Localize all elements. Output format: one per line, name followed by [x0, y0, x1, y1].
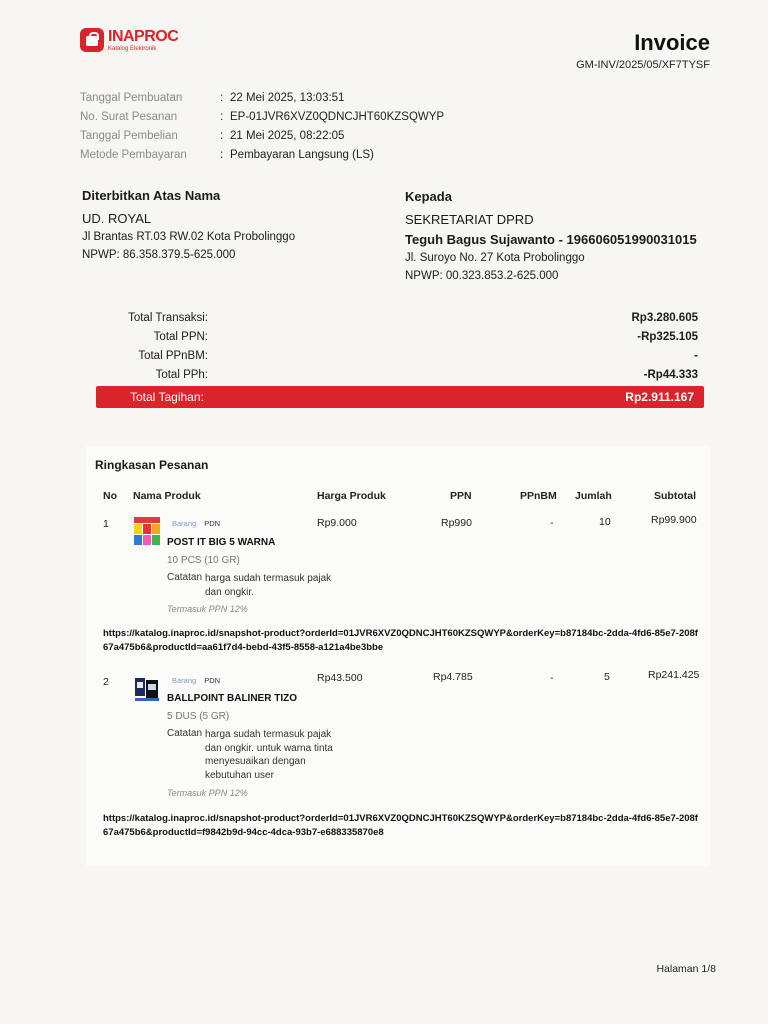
recipient-npwp: NPWP: 00.323.853.2-625.000 — [405, 270, 559, 283]
total-ppnbm-row: Total PPnBM: - — [96, 346, 704, 365]
issuer-address: Jl Brantas RT.03 RW.02 Kota Probolinggo — [82, 231, 296, 244]
item-ppn-note: Termasuk PPN 12% — [167, 788, 248, 798]
total-transaksi-row: Total Transaksi: Rp3.280.605 — [96, 308, 704, 327]
item-no: 1 — [103, 518, 109, 530]
item-name: POST IT BIG 5 WARNA — [167, 537, 276, 548]
item-badge: Barang PDN — [172, 519, 221, 528]
col-ppnbm: PPnBM — [520, 490, 557, 502]
issuer-npwp: NPWP: 86.358.379.5-625.000 — [82, 249, 236, 262]
item-harga: Rp43.500 — [317, 672, 363, 684]
item-ppn-note: Termasuk PPN 12% — [167, 604, 248, 614]
recipient-heading: Kepada — [405, 189, 452, 204]
product-thumbnail — [133, 516, 161, 546]
total-ppn-row: Total PPN: -Rp325.105 — [96, 327, 704, 346]
item-snapshot-link[interactable]: https://katalog.inaproc.id/snapshot-product?orderId=01JVR6XVZ0QDNCJHT60KZSQWYP&orderKey=b87184bc-2dda-4fd6-85e7-208f67a475b6&productId=f9842b9d-94cc-4dca-93b7-e688335870e8 — [103, 813, 698, 838]
summary-title: Ringkasan Pesanan — [95, 458, 209, 472]
total-pph-value: -Rp44.333 — [643, 368, 698, 381]
recipient-block — [405, 187, 697, 286]
logo-subtitle: Katalog Elektronik — [108, 45, 157, 52]
item-subtotal: Rp241.425 — [648, 669, 700, 681]
item-ppnbm: - — [550, 517, 554, 529]
meta-row-tanggal-pembelian: Tanggal Pembelian : 21 Mei 2025, 08:22:05 — [80, 129, 345, 142]
issuer-name: UD. ROYAL — [82, 211, 152, 227]
total-tagihan-value: Rp2.911.167 — [625, 390, 694, 404]
item-note: Catatan harga sudah termasuk pajak dan ongkir. untuk warna tinta menyesuaikan dengan kebutuhan user — [167, 728, 333, 781]
item-note: Catatan harga sudah termasuk pajak dan ongkir. — [167, 572, 332, 598]
col-harga-produk: Harga Produk — [317, 490, 386, 502]
total-ppnbm-value: - — [694, 349, 698, 362]
order-summary — [86, 446, 710, 866]
total-pph-row: Total PPh: -Rp44.333 — [96, 365, 704, 384]
page-number: Halaman 1/8 — [656, 963, 716, 975]
item-jumlah: 10 — [599, 516, 611, 528]
meta-row-no-surat-pesanan: No. Surat Pesanan : EP-01JVR6XVZ0QDNCJHT60KZSQWYP — [80, 110, 445, 123]
issuer-heading: Diterbitkan Atas Nama — [82, 188, 221, 203]
total-tagihan-label: Total Tagihan: — [130, 390, 204, 404]
item-badge: Barang PDN — [172, 676, 221, 685]
logo-text: INAPROC — [108, 27, 179, 45]
item-snapshot-link[interactable]: https://katalog.inaproc.id/snapshot-product?orderId=01JVR6XVZ0QDNCJHT60KZSQWYP&orderKey=b87184bc-2dda-4fd6-85e7-208f67a475b6&productId=aa61f7d4-bebd-43f5-8558-a121a4be3bbe — [103, 628, 698, 653]
col-subtotal: Subtotal — [654, 490, 696, 502]
item-ppn: Rp4.785 — [433, 671, 473, 683]
total-ppn-value: -Rp325.105 — [637, 330, 698, 343]
total-transaksi-value: Rp3.280.605 — [631, 311, 698, 324]
invoice-meta — [80, 88, 444, 164]
col-jumlah: Jumlah — [575, 490, 612, 502]
meta-row-tanggal-pembuatan: Tanggal Pembuatan : 22 Mei 2025, 13:03:51 — [80, 91, 345, 104]
item-name: BALLPOINT BALINER TIZO — [167, 693, 297, 704]
item-ppnbm: - — [550, 672, 554, 684]
issuer-block — [82, 186, 295, 265]
invoice-title: Invoice — [634, 30, 710, 55]
product-thumbnail — [133, 674, 161, 704]
item-subtotal: Rp99.900 — [651, 514, 697, 526]
item-ppn: Rp990 — [441, 517, 472, 529]
col-no: No — [103, 490, 117, 502]
inaproc-logo — [80, 28, 178, 52]
item-qty: 10 PCS (10 GR) — [167, 555, 240, 566]
item-harga: Rp9.000 — [317, 517, 357, 529]
item-no: 2 — [103, 676, 109, 688]
col-nama-produk: Nama Produk — [133, 490, 201, 502]
totals-section — [96, 308, 704, 408]
recipient-name: SEKRETARIAT DPRD — [405, 212, 534, 228]
col-ppn: PPN — [450, 490, 472, 502]
meta-row-metode-pembayaran: Metode Pembayaran : Pembayaran Langsung (LS) — [80, 148, 374, 161]
invoice-number: GM-INV/2025/05/XF7TYSF — [576, 59, 710, 71]
recipient-address: Jl. Suroyo No. 27 Kota Probolinggo — [405, 252, 585, 265]
recipient-person: Teguh Bagus Sujawanto - 196606051990031015 — [405, 232, 697, 248]
shopping-bag-icon — [80, 28, 104, 52]
item-jumlah: 5 — [604, 671, 610, 683]
total-tagihan-bar — [96, 386, 704, 408]
item-qty: 5 DUS (5 GR) — [167, 711, 230, 722]
